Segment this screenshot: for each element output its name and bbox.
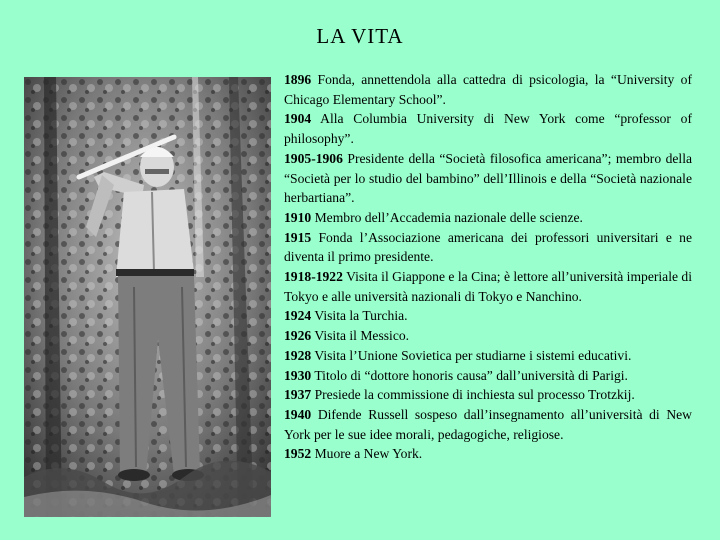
entry-text: Visita il Giappone e la Cina; è lettore all’università imperiale di Tokyo e alle università nazionali di Tokyo e Nanchino.	[284, 269, 693, 304]
timeline-entry-1896	[284, 70, 692, 109]
entry-year: 1930	[284, 367, 312, 383]
timeline	[284, 70, 692, 464]
entry-year: 1896	[284, 72, 312, 87]
entry-text: Muore a New York.	[314, 446, 423, 462]
entry-text: Difende Russell sospeso dall’insegnamento all’università di New York per le sue idee morali, pedagogiche, religiose.	[284, 406, 692, 442]
entry-year: 1940	[284, 406, 312, 422]
entry-year: 1924	[284, 308, 312, 324]
entry-year: 1918-1922	[284, 269, 343, 285]
timeline-entry-1930	[284, 366, 692, 386]
entry-year: 1937	[284, 387, 312, 403]
timeline-entry-1924	[284, 306, 692, 326]
entry-text: Visita l’Unione Sovietica per studiarne i sistemi educativi.	[314, 347, 632, 363]
entry-text: Presiede la commissione di inchiesta sul processo Trotzkij.	[314, 387, 635, 403]
timeline-entry-1926	[284, 326, 692, 346]
timeline-entry-1940	[284, 405, 692, 444]
entry-year: 1905-1906	[284, 150, 343, 166]
entry-year: 1915	[284, 229, 312, 245]
timeline-entry-1928	[284, 346, 692, 366]
timeline-entry-1918-1922	[284, 267, 692, 306]
entry-year: 1926	[284, 328, 312, 344]
timeline-entry-1904	[284, 109, 692, 148]
entry-text: Membro dell’Accademia nazionale delle scienze.	[314, 209, 583, 225]
photo-illustration	[24, 77, 271, 517]
entry-text: Visita il Messico.	[314, 328, 410, 344]
entry-text: Fonda l’Associazione americana dei professori universitari e ne diventa il primo presidente.	[284, 229, 692, 265]
timeline-entry-1910	[284, 208, 692, 228]
entry-text: Titolo di “dottore honoris causa” dall’università di Parigi.	[314, 367, 628, 383]
page-title: LA VITA	[316, 24, 404, 48]
timeline-entry-1952	[284, 444, 692, 464]
entry-text: Presidente della “Società filosofica americana”; membro della “Società per lo studio del bambino” dell’Illinois e della “Società nazionale herbartiana”.	[284, 150, 693, 206]
entry-year: 1928	[284, 347, 312, 363]
entry-text: Visita la Turchia.	[314, 308, 408, 324]
entry-year: 1904	[284, 111, 312, 127]
timeline-entry-1905-1906	[284, 149, 692, 208]
timeline-entry-1915	[284, 228, 692, 267]
photo-man-chopping-wood	[24, 77, 271, 517]
timeline-entry-1937	[284, 385, 692, 405]
entry-text: Fonda, annettendola alla cattedra di psicologia, la “University of Chicago Elementary School”.	[284, 72, 692, 107]
entry-year: 1952	[284, 446, 312, 462]
entry-year: 1910	[284, 209, 312, 225]
entry-text: Alla Columbia University di New York come “professor of philosophy”.	[284, 111, 692, 147]
